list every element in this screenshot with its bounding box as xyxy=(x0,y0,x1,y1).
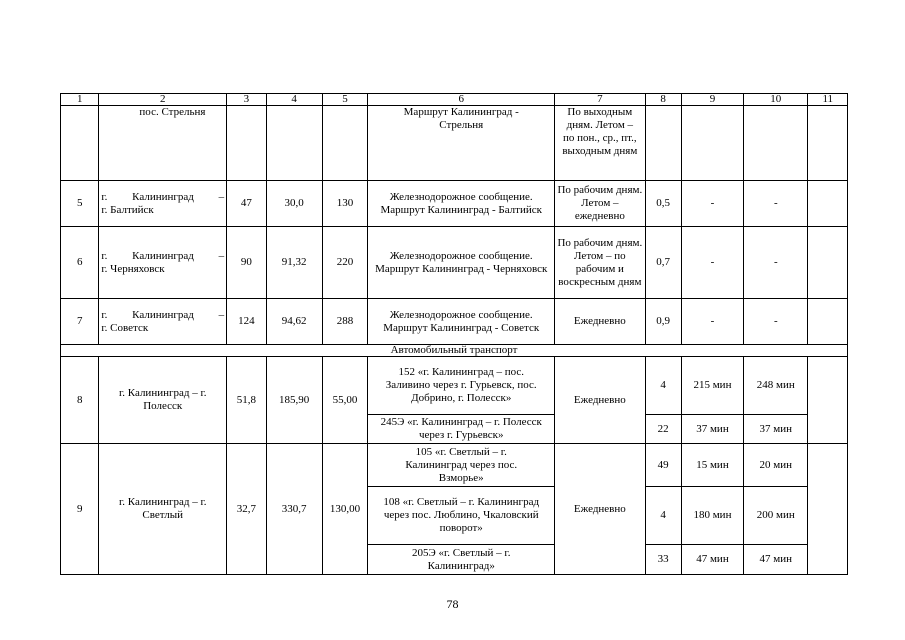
cell-value: - xyxy=(681,299,743,345)
cell-schedule: По выходным дням. Летом – по пон., ср., пт., выходным дням xyxy=(555,106,645,181)
cell-value: - xyxy=(744,299,808,345)
cell-value: 47 мин xyxy=(681,545,743,575)
cell-value: 130,00 xyxy=(322,444,368,575)
cell-route: 105 «г. Светлый – г. Калининград через пос. Взморье» xyxy=(368,444,555,487)
section-title: Автомобильный транспорт xyxy=(61,345,848,357)
cell-value: - xyxy=(681,181,743,227)
table-row xyxy=(61,106,848,181)
header-cell: 3 xyxy=(227,94,266,106)
cell-value: 215 мин xyxy=(681,357,743,415)
header-cell: 2 xyxy=(99,94,227,106)
cell-value: 180 мин xyxy=(681,487,743,545)
cell-value: 185,90 xyxy=(266,357,322,444)
cell-value: 49 xyxy=(645,444,681,487)
cell-value: 0,9 xyxy=(645,299,681,345)
cell xyxy=(808,299,848,345)
page-number: 78 xyxy=(446,597,459,611)
section-row xyxy=(61,345,848,357)
cell-value: 37 мин xyxy=(681,415,743,444)
header-cell: 5 xyxy=(322,94,368,106)
cell-route: Маршрут Калининград - Стрельня xyxy=(368,106,555,181)
place-line: г. Балтийск xyxy=(101,203,154,216)
place-line: г. Калининград – xyxy=(101,308,225,321)
table-row xyxy=(61,444,848,487)
cell-number: 8 xyxy=(61,357,99,444)
cell-place: пос. Стрельня xyxy=(99,106,227,181)
cell xyxy=(808,181,848,227)
cell-value: 220 xyxy=(322,227,368,299)
cell-value: 4 xyxy=(645,357,681,415)
cell-value: - xyxy=(744,181,808,227)
cell-value: - xyxy=(744,227,808,299)
cell xyxy=(808,444,848,575)
cell-distance: 51,8 xyxy=(227,357,266,444)
cell-distance: 32,7 xyxy=(227,444,266,575)
cell-route: Железнодорожное сообщение. Маршрут Калининград - Балтийск xyxy=(368,181,555,227)
cell-place xyxy=(99,181,227,227)
cell xyxy=(681,106,743,181)
header-cell: 8 xyxy=(645,94,681,106)
cell-route: 108 «г. Светлый – г. Калининград через пос. Люблино, Чкаловский поворот» xyxy=(368,487,555,545)
table-row xyxy=(61,299,848,345)
cell-number: 7 xyxy=(61,299,99,345)
cell-place: г. Калининград – г. Светлый xyxy=(99,444,227,575)
cell-route: 152 «г. Калининград – пос. Заливино через г. Гурьевск, пос. Добрино, г. Полесск» xyxy=(368,357,555,415)
cell-place: г. Калининград – г. Полесск xyxy=(99,357,227,444)
cell-value: 0,7 xyxy=(645,227,681,299)
table-row xyxy=(61,227,848,299)
header-row xyxy=(61,94,848,106)
cell xyxy=(808,227,848,299)
cell-value: 200 мин xyxy=(744,487,808,545)
cell-value: 30,0 xyxy=(266,181,322,227)
cell-distance: 90 xyxy=(227,227,266,299)
cell-schedule: Ежедневно xyxy=(555,357,645,444)
cell xyxy=(744,106,808,181)
header-cell: 10 xyxy=(744,94,808,106)
cell-schedule: По рабочим дням. Летом – ежедневно xyxy=(555,181,645,227)
header-cell: 9 xyxy=(681,94,743,106)
cell-number: 9 xyxy=(61,444,99,575)
header-cell: 11 xyxy=(808,94,848,106)
cell-schedule: По рабочим дням. Летом – по рабочим и воскресным дням xyxy=(555,227,645,299)
table-row xyxy=(61,181,848,227)
place-line: г. Советск xyxy=(101,321,149,334)
cell-route: Железнодорожное сообщение. Маршрут Калининград - Черняховск xyxy=(368,227,555,299)
header-cell: 7 xyxy=(555,94,645,106)
cell-value: 94,62 xyxy=(266,299,322,345)
cell xyxy=(227,106,266,181)
cell-distance: 47 xyxy=(227,181,266,227)
cell-value: 55,00 xyxy=(322,357,368,444)
cell-number: 6 xyxy=(61,227,99,299)
cell-value: 0,5 xyxy=(645,181,681,227)
cell-place xyxy=(99,299,227,345)
cell-value: 20 мин xyxy=(744,444,808,487)
data-table-container xyxy=(60,93,848,575)
cell-value: 330,7 xyxy=(266,444,322,575)
header-cell: 1 xyxy=(61,94,99,106)
cell xyxy=(266,106,322,181)
cell-schedule: Ежедневно xyxy=(555,444,645,575)
cell-number: 5 xyxy=(61,181,99,227)
transport-table xyxy=(60,93,848,575)
cell-value: 15 мин xyxy=(681,444,743,487)
table-row xyxy=(61,357,848,415)
cell-value: 47 мин xyxy=(744,545,808,575)
cell-value: 4 xyxy=(645,487,681,545)
cell-value: 91,32 xyxy=(266,227,322,299)
cell xyxy=(808,357,848,444)
place-line: г. Калининград – xyxy=(101,190,225,203)
place-line: г. Калининград – xyxy=(101,249,225,262)
cell xyxy=(808,106,848,181)
cell xyxy=(645,106,681,181)
header-cell: 4 xyxy=(266,94,322,106)
cell-value: - xyxy=(681,227,743,299)
cell-value: 37 мин xyxy=(744,415,808,444)
cell-value: 33 xyxy=(645,545,681,575)
cell-place xyxy=(99,227,227,299)
cell-value: 248 мин xyxy=(744,357,808,415)
cell-route: Железнодорожное сообщение. Маршрут Калининград - Советск xyxy=(368,299,555,345)
cell-schedule: Ежедневно xyxy=(555,299,645,345)
cell-value: 22 xyxy=(645,415,681,444)
cell-value: 288 xyxy=(322,299,368,345)
place-line: г. Черняховск xyxy=(101,262,165,275)
cell-route: 205Э «г. Светлый – г. Калининград» xyxy=(368,545,555,575)
cell-route: 245Э «г. Калининград – г. Полесск через г. Гурьевск» xyxy=(368,415,555,444)
cell-distance: 124 xyxy=(227,299,266,345)
header-cell: 6 xyxy=(368,94,555,106)
cell xyxy=(322,106,368,181)
cell-number xyxy=(61,106,99,181)
cell-value: 130 xyxy=(322,181,368,227)
